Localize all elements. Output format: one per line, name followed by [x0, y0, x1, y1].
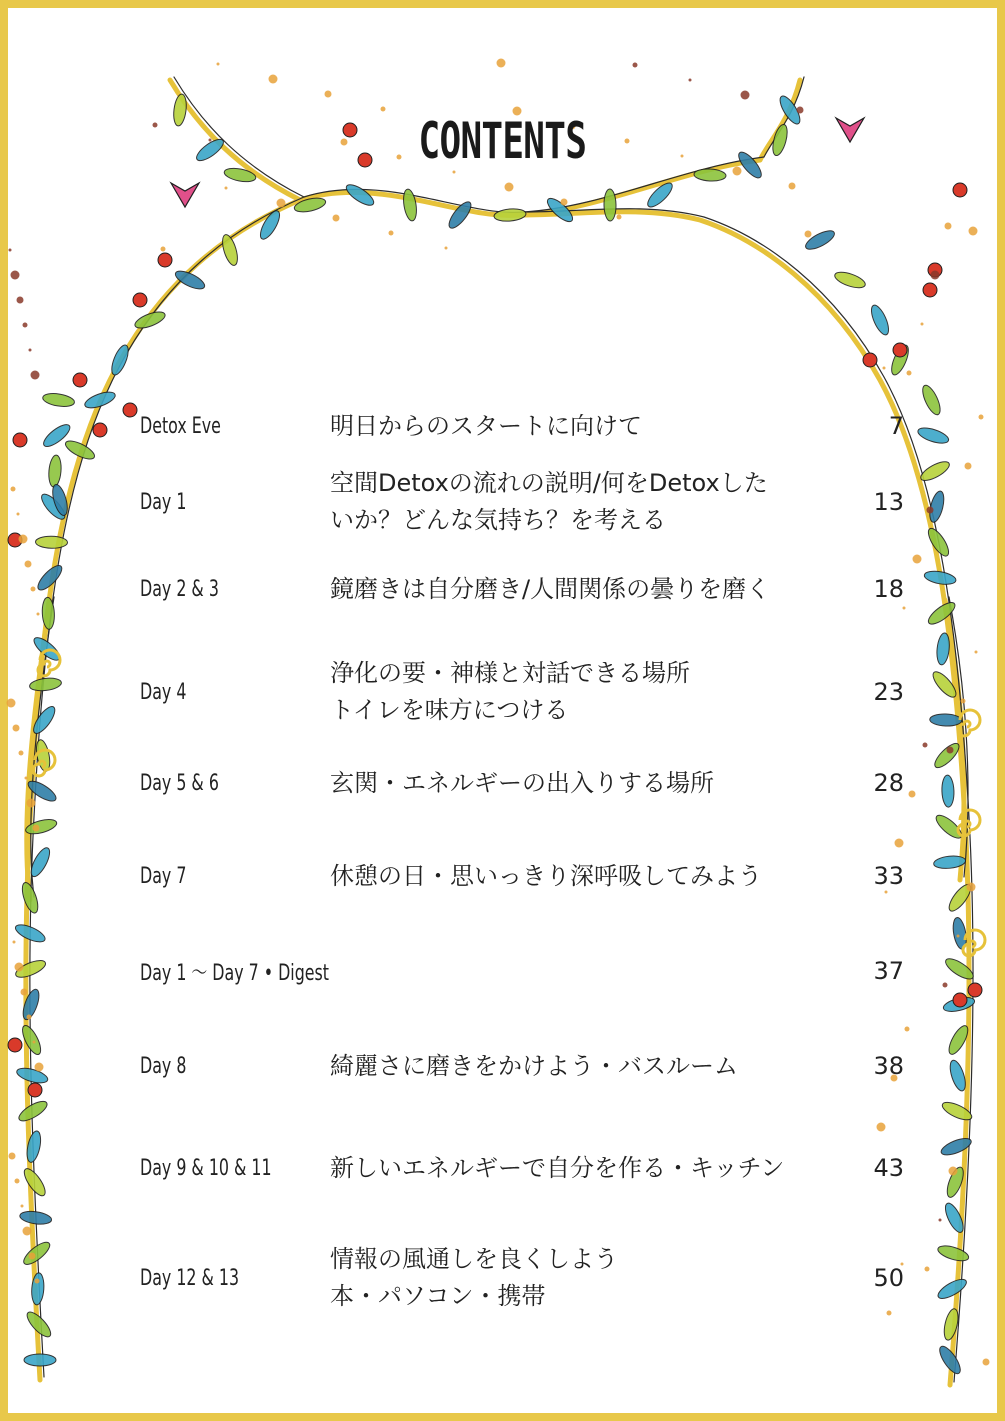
dot	[17, 297, 24, 304]
toc-day-label: Day 8	[140, 1053, 187, 1079]
dot	[27, 1015, 32, 1020]
leaf-icon	[15, 1065, 49, 1085]
leaf-icon	[919, 383, 943, 417]
leaf-icon	[604, 189, 617, 221]
berry-icon	[968, 983, 982, 997]
dot	[35, 1063, 44, 1072]
dot	[17, 513, 20, 516]
leaf-icon	[936, 1243, 970, 1264]
leaf-icon	[402, 188, 419, 221]
toc-title-line: 休憩の日・思いっきり深呼吸してみよう	[330, 861, 762, 890]
dot	[15, 1179, 20, 1184]
dot	[35, 1279, 40, 1284]
berry-icon	[13, 433, 27, 447]
dot	[11, 487, 16, 492]
toc-row-day-5-6[interactable]	[140, 743, 920, 823]
toc-row-day-4[interactable]	[140, 652, 920, 732]
leaf-icon	[931, 740, 962, 771]
dot	[29, 349, 32, 352]
dot	[741, 91, 750, 100]
leaf-icon	[694, 168, 727, 182]
toc-title-line: 新しいエネルギーで自分を作る・キッチン	[330, 1153, 785, 1182]
leaf-icon	[916, 425, 950, 446]
dot	[927, 507, 934, 514]
leaf-icon	[923, 569, 957, 586]
leaf-icon	[494, 208, 527, 223]
dot	[633, 63, 638, 68]
dot	[27, 799, 36, 808]
toc-page-number: 38	[873, 1052, 904, 1080]
dot	[975, 651, 978, 654]
berry-icon	[93, 423, 107, 437]
dot	[505, 183, 514, 192]
toc-day-label: Day 9 & 10 & 11	[140, 1155, 272, 1181]
toc-chapter-title	[330, 1026, 850, 1106]
toc-row-day-1[interactable]	[140, 462, 920, 542]
dot	[381, 107, 386, 112]
leaf-icon	[24, 1354, 56, 1366]
dot	[945, 223, 952, 230]
leaf-icon	[868, 303, 892, 337]
toc-row-day-7[interactable]	[140, 836, 920, 916]
toc-title-line: 空間Detoxの流れの説明/何をDetoxした	[330, 469, 768, 497]
toc-day-label: Day 2 & 3	[140, 576, 219, 602]
berry-icon	[158, 253, 172, 267]
berry-icon	[953, 993, 967, 1007]
toc-day-label: Day 7	[140, 863, 187, 889]
page-title: CONTENTS	[418, 112, 587, 170]
leaf-icon	[19, 881, 41, 915]
berry-icon	[923, 283, 937, 297]
berry-icon	[8, 1038, 22, 1052]
berry-icon	[133, 293, 147, 307]
toc-page-number: 37	[873, 957, 904, 985]
dot	[23, 1227, 32, 1236]
toc-page-number: 50	[873, 1264, 904, 1292]
dot	[33, 825, 40, 832]
berry-icon	[73, 373, 87, 387]
toc-chapter-title	[330, 836, 850, 916]
dot	[943, 983, 948, 988]
dot	[13, 941, 16, 944]
toc-page-number: 33	[873, 862, 904, 890]
dot	[21, 989, 28, 996]
leaf-icon	[42, 392, 75, 409]
leaf-icon	[935, 1276, 969, 1302]
toc-title-line: 明日からのスタートに向けて	[330, 411, 642, 440]
toc-chapter-title	[330, 386, 850, 466]
toc-page-number: 23	[873, 678, 904, 706]
dot	[957, 935, 960, 938]
dot	[961, 699, 966, 704]
toc-title-line: トイレを味方につける	[330, 696, 569, 724]
dot	[921, 323, 924, 326]
toc-day-label: Day 12 & 13	[140, 1265, 240, 1291]
toc-title-line: 情報の風通しを良くしよう	[330, 1245, 618, 1273]
dot	[931, 271, 940, 280]
dot	[617, 215, 622, 220]
toc-chapter-title	[330, 743, 850, 823]
dot	[925, 1267, 930, 1272]
leaf-icon	[16, 1098, 50, 1125]
dot	[325, 91, 332, 98]
dot	[269, 75, 278, 84]
dot	[31, 587, 36, 592]
dot	[9, 249, 12, 252]
leaf-icon	[29, 677, 62, 693]
toc-page-number: 18	[873, 575, 904, 603]
dot	[967, 883, 976, 892]
toc-row-day-12-13[interactable]	[140, 1238, 920, 1318]
dot	[33, 1041, 36, 1044]
dot	[939, 1219, 942, 1222]
dot	[689, 79, 692, 82]
toc-title-line: 綺麗さに磨きをかけよう・バスルーム	[330, 1051, 738, 1080]
dot	[561, 199, 568, 206]
toc-chapter-title	[330, 1128, 850, 1208]
dot	[979, 415, 984, 420]
leaf-icon	[220, 233, 241, 267]
dot	[805, 231, 812, 238]
toc-title-line: いか？どんな気持ち？を考える	[330, 506, 666, 534]
dot	[21, 1205, 24, 1208]
dot	[983, 1359, 990, 1366]
toc-day-label: Day 4	[140, 679, 187, 705]
dot	[333, 215, 340, 222]
toc-day-label: Detox Eve	[140, 413, 221, 439]
toc-day-label: Day 5 & 6	[140, 770, 219, 796]
dot	[883, 367, 886, 370]
dot	[15, 963, 24, 972]
dot	[923, 743, 928, 748]
toc-day-label: Day 1	[140, 489, 187, 515]
toc-page-number: 43	[873, 1154, 904, 1182]
toc-row-digest[interactable]	[140, 931, 920, 1011]
toc-page-number: 7	[888, 412, 904, 440]
leaf-icon	[19, 1210, 52, 1226]
leaf-icon	[941, 775, 954, 807]
toc-chapter-title	[330, 652, 850, 732]
toc-page-number: 28	[873, 769, 904, 797]
toc-row-day-9-10-11[interactable]	[140, 1128, 920, 1208]
leaf-icon	[935, 632, 950, 665]
dot	[19, 535, 28, 544]
dot	[37, 613, 40, 616]
dot	[225, 187, 228, 190]
dot	[25, 561, 32, 568]
toc-title-line: 鏡磨きは自分磨き/人間関係の曇りを磨く	[330, 574, 771, 603]
toc-chapter-title	[330, 1238, 850, 1318]
dot	[217, 63, 220, 66]
leaf-icon	[918, 458, 952, 484]
dot	[947, 747, 954, 754]
toc-row-detox-eve[interactable]	[140, 386, 920, 466]
flower-bud-icon	[171, 183, 199, 207]
dot	[389, 231, 394, 236]
dot	[789, 183, 796, 190]
toc-row-day-2-3[interactable]	[140, 549, 920, 629]
dot	[25, 777, 28, 780]
dot	[161, 247, 166, 252]
dot	[497, 59, 506, 68]
leaf-icon	[48, 455, 63, 488]
dot	[965, 463, 972, 470]
dot	[23, 323, 28, 328]
leaf-icon	[19, 1023, 44, 1057]
berry-icon	[863, 353, 877, 367]
dot	[11, 271, 20, 280]
berry-icon	[28, 1083, 42, 1097]
toc-day-label: Day 1 〜 Day 7 • Digest	[140, 960, 329, 986]
dot	[9, 1153, 16, 1160]
toc-chapter-title	[330, 549, 850, 629]
dot	[13, 725, 20, 732]
toc-title-line: 浄化の要・神様と対話できる場所	[330, 659, 690, 687]
leaf-icon	[108, 343, 131, 377]
dot	[969, 227, 978, 236]
toc-row-day-8[interactable]	[140, 1026, 920, 1106]
dot	[29, 1253, 36, 1260]
berry-icon	[893, 343, 907, 357]
leaf-icon	[35, 536, 67, 549]
dot	[277, 199, 286, 208]
dot	[7, 699, 16, 708]
berry-icon	[123, 403, 137, 417]
dot	[907, 371, 912, 376]
dot	[949, 1167, 958, 1176]
leaf-icon	[833, 269, 867, 291]
dot	[19, 751, 24, 756]
toc-title-line: 玄関・エネルギーの出入りする場所	[330, 768, 714, 797]
toc-chapter-title	[330, 462, 850, 542]
berry-icon	[953, 183, 967, 197]
dot	[31, 371, 40, 380]
toc-page-number: 13	[873, 488, 904, 516]
spiral-tendril-icon	[963, 930, 985, 956]
dot	[445, 247, 448, 250]
toc-title-line: 本・パソコン・携帯	[330, 1282, 546, 1310]
dot	[453, 171, 456, 174]
